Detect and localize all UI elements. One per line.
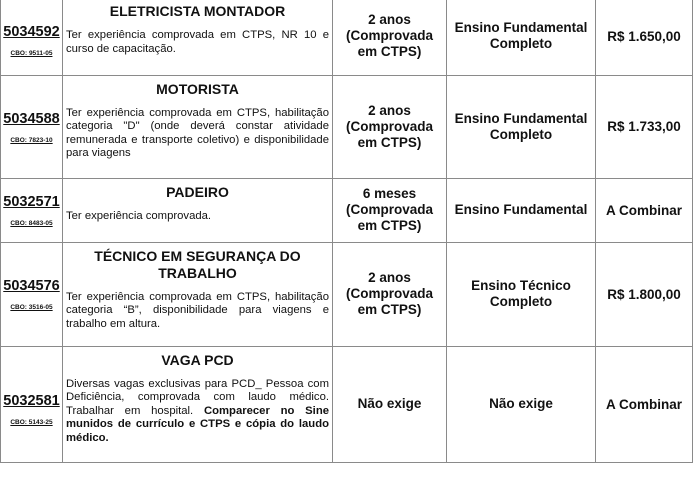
- description-cell: [63, 346, 333, 462]
- education-cell: Não exige: [447, 346, 596, 462]
- job-code: 5032571: [3, 193, 60, 210]
- job-code: 5034592: [3, 23, 60, 40]
- job-code: 5032581: [3, 392, 60, 409]
- job-title: PADEIRO: [166, 183, 229, 200]
- description-cell: [63, 178, 333, 242]
- table-row: [1, 178, 693, 242]
- job-code: 5034588: [3, 111, 60, 127]
- cbo-code: CBO: 3516-05: [10, 303, 53, 311]
- job-title: ELETRICISTA MONTADOR: [109, 3, 286, 19]
- table-row: [1, 242, 693, 346]
- experience-cell: 6 meses (Comprovada em CTPS): [333, 178, 447, 242]
- job-description: Ter experiência comprovada em CTPS, NR 10 e curso de capacitação.: [66, 29, 329, 55]
- salary-cell: R$ 1.650,00: [596, 0, 693, 75]
- education-cell: Ensino Técnico Completo: [447, 242, 596, 346]
- experience-cell: 2 anos (Comprovada em CTPS): [333, 0, 447, 75]
- experience-cell: 2 anos (Comprovada em CTPS): [333, 75, 447, 178]
- job-description: [66, 378, 329, 446]
- code-cell: [1, 346, 63, 462]
- code-cell: [1, 75, 63, 178]
- education-cell: Ensino Fundamental: [447, 178, 596, 242]
- code-cell: [1, 0, 63, 75]
- experience-cell: Não exige: [333, 346, 447, 462]
- cbo-code: CBO: 9511-05: [10, 49, 53, 57]
- education-cell: Ensino Fundamental Completo: [447, 0, 596, 75]
- table-row: [1, 0, 693, 75]
- description-cell: [63, 242, 333, 346]
- job-description-instructions: Comparecer no Sine munidos de currículo e CTPS e cópia do laudo médico.: [66, 404, 330, 444]
- description-cell: [63, 0, 333, 75]
- job-title: TÉCNICO EM SEGURANÇA DO TRABALHO: [94, 247, 301, 281]
- job-title: VAGA PCD: [161, 351, 234, 368]
- description-cell: [63, 75, 333, 178]
- cbo-code: CBO: 7823-10: [10, 137, 53, 144]
- salary-cell: R$ 1.800,00: [596, 242, 693, 346]
- job-description: Ter experiência comprovada em CTPS, habilitação categoria “B”, disponibilidade para viagens e trabalho em altura.: [66, 290, 329, 330]
- code-cell: [1, 178, 63, 242]
- education-cell: Ensino Fundamental Completo: [447, 75, 596, 178]
- cbo-code: CBO: 8483-05: [10, 219, 53, 227]
- experience-cell: 2 anos (Comprovada em CTPS): [333, 242, 447, 346]
- job-title: MOTORISTA: [156, 80, 239, 97]
- job-description: Ter experiência comprovada em CTPS, habilitação categoria "D" (onde deverá constar atividade remunerada e transporte coletivo) e disponibilidade para viagens: [66, 106, 329, 159]
- job-description-text: Diversas vagas exclusivas para PCD_ Pessoa com Deficiência, comprovada com laudo médico. Trabalhar em hospital.: [66, 377, 329, 417]
- salary-cell: A Combinar: [596, 346, 693, 462]
- table-row: [1, 346, 693, 462]
- job-description: Ter experiência comprovada.: [66, 209, 212, 222]
- code-cell: [1, 242, 63, 346]
- salary-cell: A Combinar: [596, 178, 693, 242]
- cbo-code: CBO: 5143-25: [10, 418, 53, 426]
- salary-cell: R$ 1.733,00: [596, 75, 693, 178]
- job-code: 5034576: [3, 277, 60, 294]
- table-row: [1, 75, 693, 178]
